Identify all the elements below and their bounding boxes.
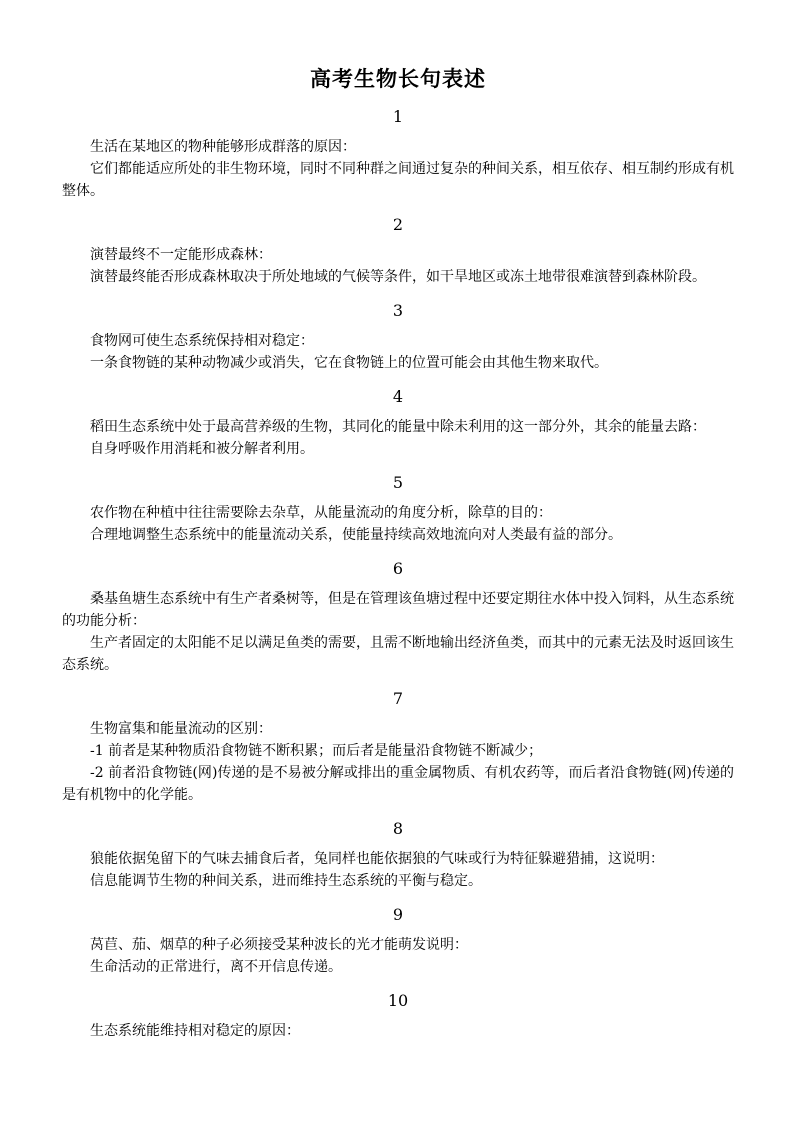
- answer-text: 生产者固定的太阳能不足以满足鱼类的需要，且需不断地输出经济鱼类，而其中的元素无法及时返回该生态系统。: [62, 635, 734, 673]
- section-6: [62, 558, 734, 676]
- answer-text: 合理地调整生态系统中的能量流动关系，使能量持续高效地流向对人类最有益的部分。: [90, 527, 622, 543]
- document-title: 高考生物长句表述: [310, 67, 486, 91]
- section-number: 3: [392, 301, 404, 320]
- answer-text: 信息能调节生物的种间关系，进而维持生态系统的平衡与稳定。: [90, 873, 482, 889]
- section-1: [62, 106, 734, 202]
- answer-text: 它们都能适应所处的非生物环境，同时不同种群之间通过复杂的种间关系，相互依存、相互制约形成有机整体。: [62, 161, 734, 199]
- section-10: [62, 990, 734, 1042]
- question-text: 生物富集和能量流动的区别：: [90, 721, 272, 737]
- section-number: 2: [392, 215, 404, 234]
- section-5: [62, 472, 734, 546]
- answer-text: 自身呼吸作用消耗和被分解者利用。: [90, 441, 314, 457]
- answer-text: 演替最终能否形成森林取决于所处地域的气候等条件，如干旱地区或冻土地带很难演替到森林阶段。: [90, 269, 706, 285]
- document-page: [62, 64, 734, 1042]
- section-number: 6: [392, 559, 404, 578]
- answer-text: 生命活动的正常进行，离不开信息传递。: [90, 959, 342, 975]
- question-text: 桑基鱼塘生态系统中有生产者桑树等，但是在管理该鱼塘过程中还要定期往水体中投入饲料，从生态系统的功能分析：: [62, 591, 734, 629]
- section-8: [62, 818, 734, 892]
- question-text: 莴苣、茄、烟草的种子必须接受某种波长的光才能萌发说明：: [90, 937, 468, 953]
- question-text: 生活在某地区的物种能够形成群落的原因：: [90, 139, 356, 155]
- section-number: 9: [392, 905, 404, 924]
- section-4: [62, 386, 734, 460]
- question-text: 生态系统能维持相对稳定的原因：: [90, 1023, 300, 1039]
- section-2: [62, 214, 734, 288]
- section-number: 4: [392, 387, 404, 406]
- section-3: [62, 300, 734, 374]
- question-text: 稻田生态系统中处于最高营养级的生物，其同化的能量中除未利用的这一部分外，其余的能量去路：: [90, 419, 706, 435]
- question-text: 农作物在种植中往往需要除去杂草，从能量流动的角度分析，除草的目的：: [90, 505, 552, 521]
- answer-text: 一条食物链的某种动物减少或消失，它在食物链上的位置可能会由其他生物来取代。: [90, 355, 608, 371]
- section-number: 1: [392, 107, 404, 126]
- question-text: 食物网可使生态系统保持相对稳定：: [90, 333, 314, 349]
- section-number: 8: [392, 819, 404, 838]
- section-number: 7: [392, 689, 404, 708]
- question-text: 狼能依据兔留下的气味去捕食后者，兔同样也能依据狼的气味或行为特征躲避猎捕，这说明：: [90, 851, 664, 867]
- section-number: 10: [387, 991, 409, 1010]
- answer-text: -1 前者是某种物质沿食物链不断积累；而后者是能量沿食物链不断减少；: [90, 743, 543, 759]
- section-number: 5: [392, 473, 404, 492]
- question-text: 演替最终不一定能形成森林：: [90, 247, 272, 263]
- section-7: [62, 688, 734, 806]
- section-9: [62, 904, 734, 978]
- answer-text: -2 前者沿食物链(网)传递的是不易被分解或排出的重金属物质、有机农药等，而后者沿食物链(网)传递的是有机物中的化学能。: [62, 765, 734, 803]
